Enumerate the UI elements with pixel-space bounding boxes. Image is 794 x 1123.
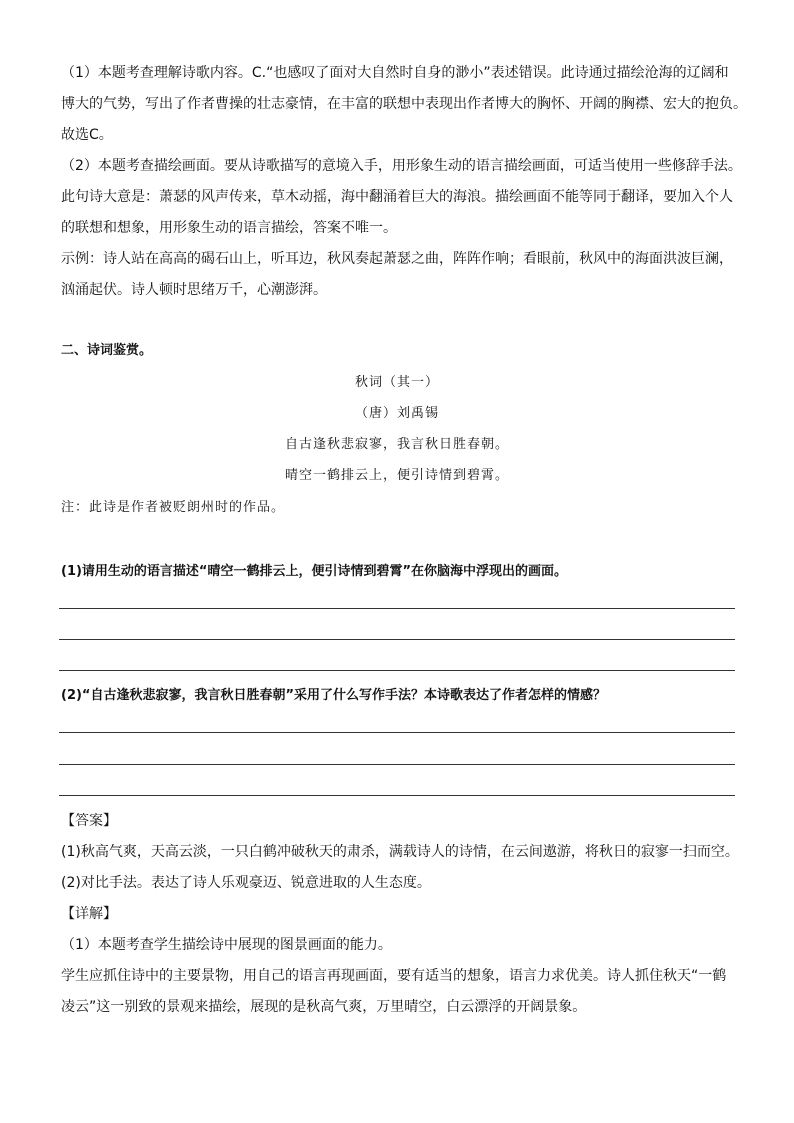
poem-line: 自古逢秋悲寂寥，我言秋日胜春朝。 bbox=[284, 437, 509, 452]
analysis-paragraph: （2）本题考查描绘画面。要从诗歌描写的意境入手，用形象生动的语言描绘画面，可适当使用一些修辞手法。 bbox=[61, 158, 742, 174]
answer-line bbox=[59, 670, 735, 671]
poem-author: （唐）刘禹锡 bbox=[354, 406, 439, 421]
analysis-paragraph: 故选C。 bbox=[61, 127, 113, 143]
detail-paragraph: （1）本题考查学生描绘诗中展现的图景画面的能力。 bbox=[61, 937, 392, 953]
analysis-paragraph: （1）本题考查理解诗歌内容。C.“也感叹了面对大自然时自身的渺小”表述错误。此诗通过描绘沧海的辽阔和 bbox=[61, 65, 729, 81]
answer-line bbox=[59, 639, 735, 640]
answer-item: (1)秋高气爽，天高云淡，一只白鹤冲破秋天的肃杀，满载诗人的诗情，在云间遨游，将秋日的寂寥一扫而空。 bbox=[61, 844, 739, 860]
question-1: (1)请用生动的语言描述“晴空一鹤排云上，便引诗情到碧霄”在你脑海中浮现出的画面。 bbox=[61, 564, 568, 579]
answer-line bbox=[59, 795, 735, 796]
poem-line: 晴空一鹤排云上，便引诗情到碧霄。 bbox=[284, 468, 509, 483]
answer-item: (2)对比手法。表达了诗人乐观豪迈、锐意进取的人生态度。 bbox=[61, 875, 431, 891]
detail-paragraph: 凌云”这一别致的景观来描绘，展现的是秋高气爽，万里晴空，白云漂浮的开阔景象。 bbox=[61, 999, 587, 1015]
analysis-paragraph: 此句诗大意是：萧瑟的风声传来，草木动摇，海中翻涌着巨大的海浪。描绘画面不能等同于翻译，要加入个人 bbox=[61, 189, 733, 205]
poem-title: 秋词（其一） bbox=[354, 375, 439, 390]
answer-label: 【答案】 bbox=[61, 813, 117, 829]
analysis-paragraph: 汹涌起伏。诗人顿时思绪万千，心潮澎湃。 bbox=[61, 282, 327, 298]
answer-line bbox=[59, 608, 735, 609]
question-2: (2)“自古逢秋悲寂寥，我言秋日胜春朝”采用了什么写作手法？本诗歌表达了作者怎样的情感？ bbox=[61, 688, 607, 703]
analysis-paragraph: 示例：诗人站在高高的碣石山上，听耳边，秋风奏起萧瑟之曲，阵阵作响；看眼前，秋风中的海面洪波巨澜， bbox=[61, 251, 733, 267]
analysis-paragraph: 的联想和想象，用形象生动的语言描绘，答案不唯一。 bbox=[61, 220, 397, 236]
detail-label: 【详解】 bbox=[61, 906, 117, 922]
answer-line bbox=[59, 764, 735, 765]
poem-note: 注：此诗是作者被贬朗州时的作品。 bbox=[61, 500, 286, 515]
detail-paragraph: 学生应抓住诗中的主要景物，用自己的语言再现画面，要有适当的想象，语言力求优美。诗人抓住秋天“一鹤 bbox=[61, 968, 727, 984]
answer-line bbox=[59, 732, 735, 733]
analysis-paragraph: 博大的气势，写出了作者曹操的壮志豪情，在丰富的联想中表现出作者博大的胸怀、开阔的胸襟、宏大的抱负。 bbox=[61, 96, 747, 112]
section-heading: 二、诗词鉴赏。 bbox=[61, 343, 153, 358]
